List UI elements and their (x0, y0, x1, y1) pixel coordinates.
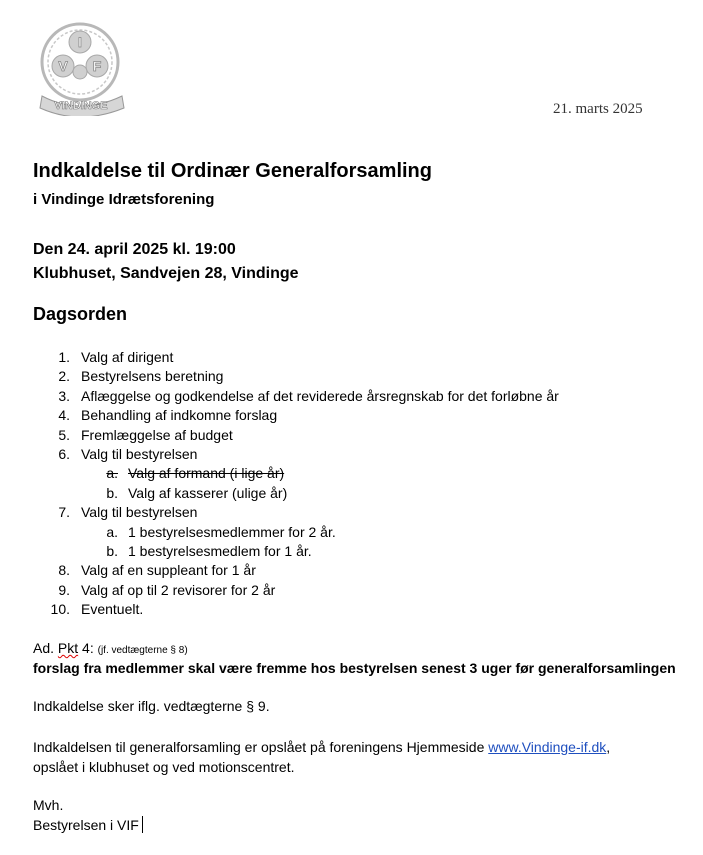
note-pkt-word: Pkt (57, 640, 79, 656)
agenda-item-number: 5. (58, 426, 70, 443)
club-logo (34, 20, 130, 116)
agenda-subitem-text: 1 bestyrelsesmedlemmer for 2 år. (128, 523, 336, 540)
closing (33, 795, 143, 835)
document-title: Indkaldelse til Ordinær Generalforsamling (33, 160, 432, 182)
agenda-item-text: Valg til bestyrelsen (81, 445, 198, 462)
agenda-heading: Dagsorden (33, 304, 128, 324)
agenda-subitem-text-struck: Valg af formand (i lige år) (128, 465, 285, 482)
website-text: Indkaldelsen til generalforsamling er opslået på foreningens Hjemmeside (33, 739, 489, 755)
meeting-datetime: Den 24. april 2025 kl. 19:00 (33, 241, 236, 258)
logo-letter-i: I (78, 34, 82, 50)
agenda-item-number: 8. (58, 562, 70, 579)
notice-paragraph: Indkaldelse sker iflg. vedtægterne § 9. (33, 698, 270, 714)
agenda-item-text: Valg af op til 2 revisorer for 2 år (81, 581, 276, 598)
document-date: 21. marts 2025 (553, 101, 643, 117)
logo-letter-v: V (58, 58, 68, 74)
note-suffix: 4: (78, 640, 98, 656)
note-bylaw-ref: (jf. vedtægterne § 8) (97, 645, 188, 656)
agenda-item-number: 9. (58, 581, 70, 598)
meeting-info (33, 238, 299, 286)
meeting-location: Klubhuset, Sandvejen 28, Vindinge (33, 265, 299, 282)
agenda-item-text: Valg af dirigent (81, 349, 174, 365)
agenda-item-number: 3. (58, 387, 70, 404)
website-comma: , (606, 739, 611, 755)
greeting: Mvh. (33, 797, 64, 813)
website-link[interactable]: www.Vindinge-if.dk (488, 739, 607, 755)
agenda-item-number: 4. (58, 407, 70, 424)
proposal-note (33, 640, 188, 656)
agenda-item-number: 6. (58, 445, 70, 462)
agenda-subitem-letter: a. (106, 523, 118, 540)
note-prefix: Ad. (33, 640, 58, 656)
agenda-item-number: 10. (50, 601, 70, 618)
agenda-item-number: 1. (58, 349, 70, 365)
agenda-subitem-letter: a. (106, 465, 118, 482)
agenda-item-text: Valg til bestyrelsen (81, 504, 198, 521)
agenda-subitem-text: Valg af kasserer (ulige år) (128, 484, 288, 501)
agenda-subitem-text: 1 bestyrelsesmedlem for 1 år. (128, 542, 312, 559)
agenda-item-number: 2. (58, 368, 70, 385)
agenda-subitem-letter: b. (106, 484, 118, 501)
agenda-item-text: Eventuelt. (81, 601, 144, 618)
agenda-item-text: Bestyrelsens beretning (81, 368, 224, 385)
agenda-item-text: Behandling af indkomne forslag (81, 407, 278, 424)
agenda-item-text: Valg af en suppleant for 1 år (81, 562, 256, 579)
posting-locations: opslået i klubhuset og ved motionscentret. (33, 759, 295, 775)
proposal-deadline: forslag fra medlemmer skal være fremme hos bestyrelsen senest 3 uger før generalforsamlingen (33, 660, 676, 676)
logo-banner: VINDINGE (54, 100, 108, 112)
logo-letter-f: F (92, 58, 102, 74)
agenda-subitem-letter: b. (106, 542, 118, 559)
document-subtitle: i Vindinge Idrætsforening (33, 191, 215, 208)
agenda-item-text: Aflæggelse og godkendelse af det reviderede årsregnskab for det forløbne år (81, 387, 559, 404)
agenda-item-number: 7. (58, 504, 70, 521)
agenda-item-text: Fremlæggelse af budget (81, 426, 233, 443)
signature: Bestyrelsen i VIF (33, 817, 139, 833)
website-paragraph (33, 737, 610, 777)
text-cursor (142, 816, 143, 833)
